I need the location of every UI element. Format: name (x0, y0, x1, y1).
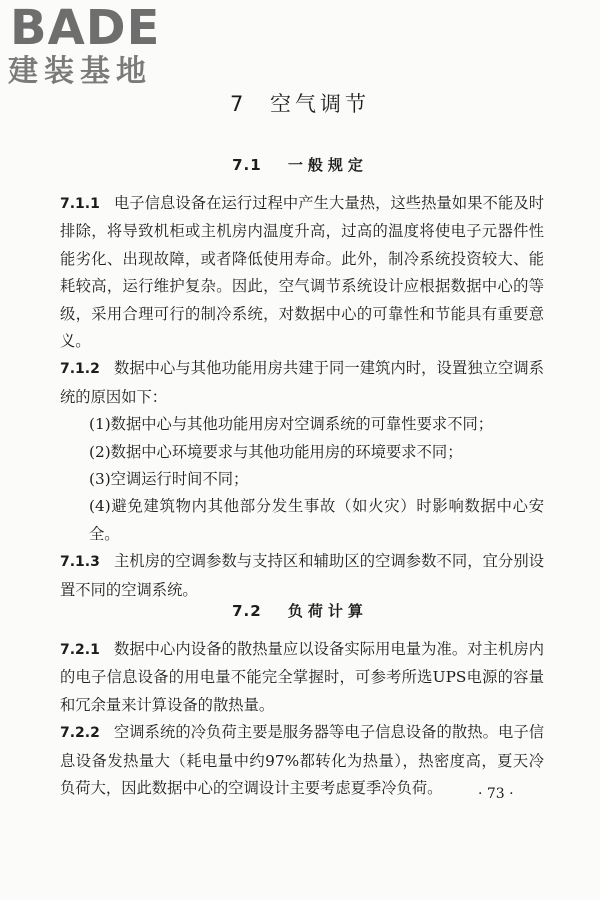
section-title: 一般规定 (287, 156, 368, 174)
clause (60, 355, 544, 411)
chapter-title: 空气调节 (270, 92, 371, 116)
section-number: 7.2 (232, 602, 262, 620)
chapter-number: 7 (229, 92, 248, 116)
section-heading (0, 600, 600, 621)
logo-wordmark: BADE (10, 0, 161, 56)
section-body (60, 190, 544, 604)
list-item: (1)数据中心与其他功能用房对空调系统的可靠性要求不同； (89, 415, 494, 434)
list-item: (2)数据中心环境要求与其他功能用房的环境要求不同； (89, 442, 463, 461)
list-item: (4)避免建筑物内其他部分发生事故（如火灾）时影响数据中心安全。 (89, 497, 544, 543)
clause-text: 数据中心与其他功能用房共建于同一建筑内时，设置独立空调系统的原因如下： (60, 359, 544, 406)
logo-subtitle: 建装基地 (8, 54, 152, 89)
section-number: 7.1 (232, 156, 262, 174)
clause (60, 719, 544, 802)
clause-text: 数据中心内设备的散热量应以设备实际用电量为准。对主机房内的电子信息设备的用电量不能完全掌握时，可参考所选UPS电源的容量和冗余量来计算设备的散热量。 (60, 640, 544, 714)
clause-number: 7.1.2 (60, 361, 100, 378)
clause-number: 7.2.1 (60, 642, 100, 658)
clause-number: 7.2.2 (60, 725, 100, 742)
clause (60, 548, 544, 604)
clause-number: 7.1.3 (60, 554, 100, 571)
list-item: (3)空调运行时间不同； (89, 470, 249, 489)
logo (8, 2, 178, 90)
clause (60, 636, 544, 719)
chapter-heading (0, 88, 600, 118)
clause-text: 主机房的空调参数与支持区和辅助区的空调参数不同，宜分别设置不同的空调系统。 (60, 552, 544, 599)
page-number: · 73 · (478, 786, 514, 802)
clause-number: 7.1.1 (60, 196, 100, 212)
section-heading (0, 154, 600, 175)
clause (60, 190, 544, 355)
section-title: 负荷计算 (287, 602, 368, 620)
clause-text: 空调系统的冷负荷主要是服务器等电子信息设备的散热。电子信息设备发热量大（耗电量中约97%都转化为热量），热密度高，夏天冷负荷大，因此数据中心的空调设计主要考虑夏季冷负荷。 (60, 723, 544, 798)
clause-text: 电子信息设备在运行过程中产生大量热，这些热量如果不能及时排除，将导致机柜或主机房内温度升高，过高的温度将使电子元器件性能劣化、出现故障，或者降低使用寿命。此外，制冷系统投资较大、能耗较高，运行维护复杂。因此，空气调节系统设计应根据数据中心的等级，采用合理可行的制冷系统，对数据中心的可靠性和节能具有重要意义。 (60, 194, 544, 351)
section-body (60, 636, 544, 802)
